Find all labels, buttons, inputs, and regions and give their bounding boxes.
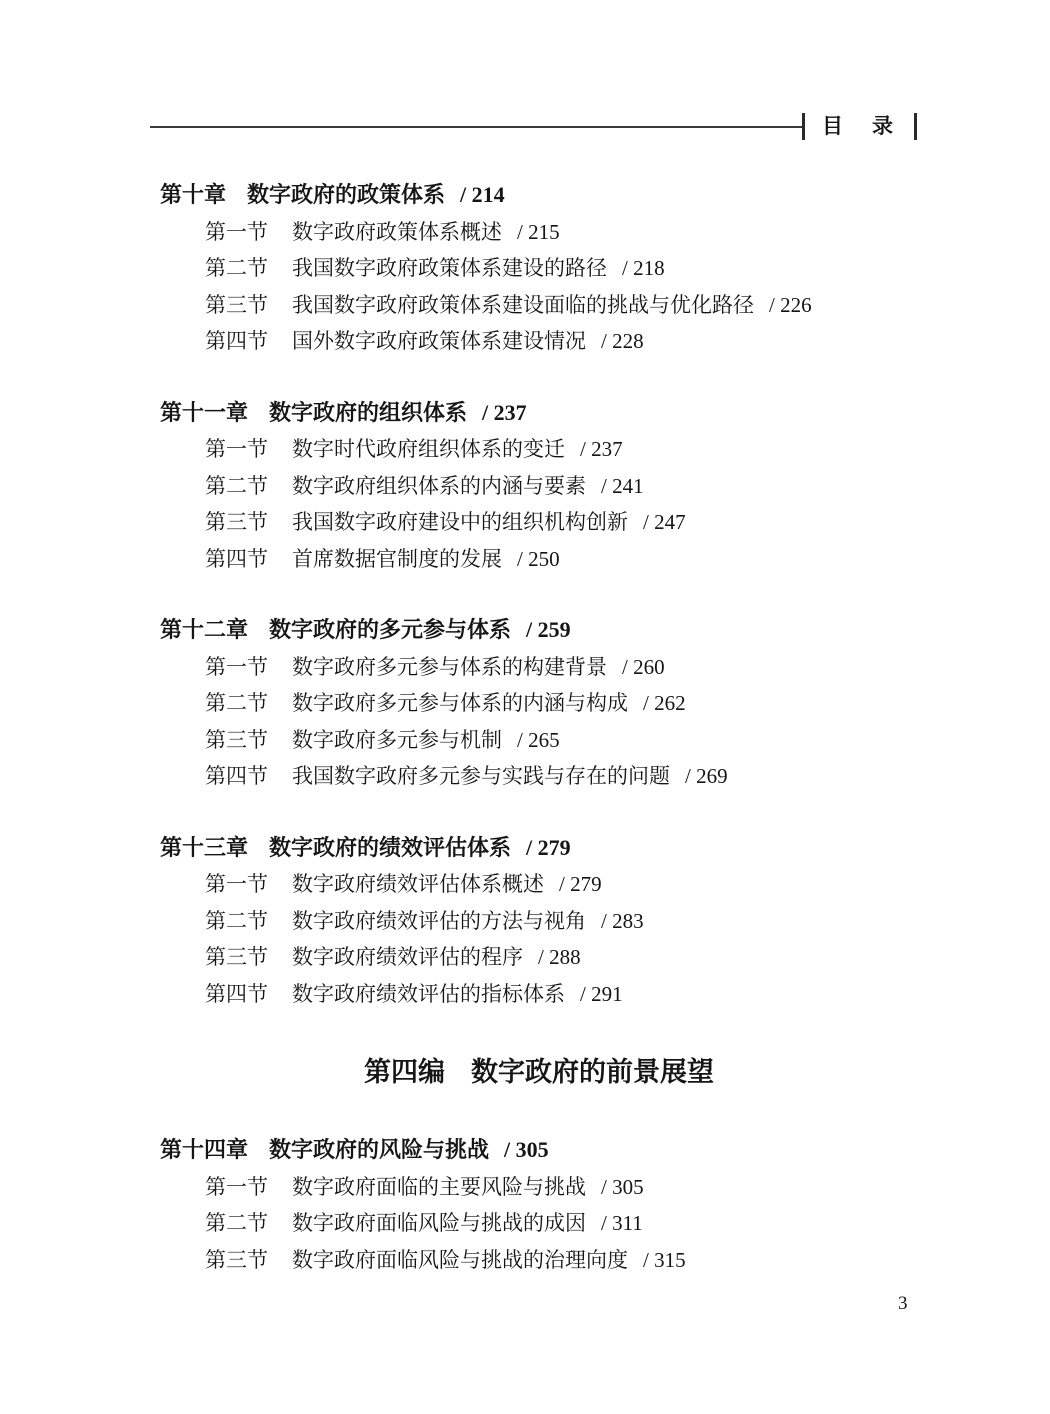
toc-entry bbox=[205, 939, 918, 976]
section-page-number: / 269 bbox=[685, 764, 728, 788]
toc-entry bbox=[205, 685, 918, 722]
chapter-number: 第十一章 bbox=[160, 399, 249, 425]
section-title: 数字政府多元参与体系的构建背景 bbox=[292, 654, 607, 679]
toc-entry bbox=[205, 250, 918, 287]
section-page-number: / 262 bbox=[643, 691, 686, 715]
chapter-page-number: / 279 bbox=[526, 834, 571, 860]
toc-entry bbox=[205, 758, 918, 795]
chapter-block-11 bbox=[160, 395, 918, 578]
section-page-number: / 279 bbox=[559, 872, 602, 896]
section-page-number: / 305 bbox=[601, 1174, 644, 1199]
chapter-heading bbox=[160, 177, 918, 214]
section-number: 第二节 bbox=[205, 1211, 268, 1235]
toc-entry bbox=[205, 468, 918, 505]
chapter-title: 数字政府的绩效评估体系 bbox=[269, 834, 512, 860]
chapter-heading bbox=[160, 1132, 918, 1169]
toc-entry bbox=[205, 287, 918, 324]
section-page-number: / 226 bbox=[769, 292, 812, 317]
section-page-number: / 250 bbox=[517, 546, 560, 571]
section-number: 第四节 bbox=[205, 546, 268, 571]
chapter-title: 数字政府的风险与挑战 bbox=[269, 1137, 490, 1162]
section-number: 第三节 bbox=[205, 945, 268, 969]
toc-entry bbox=[205, 1242, 918, 1279]
section-number: 第三节 bbox=[205, 1247, 268, 1272]
section-page-number: / 315 bbox=[643, 1247, 686, 1272]
page-number: 3 bbox=[898, 1293, 908, 1314]
section-title: 数字政府绩效评估的指标体系 bbox=[292, 981, 565, 1006]
section-list bbox=[160, 431, 918, 577]
toc-header-title: 目 录 bbox=[822, 114, 897, 138]
section-number: 第三节 bbox=[205, 292, 268, 317]
header-right-bar bbox=[914, 113, 917, 140]
part-title: 数字政府的前景展望 bbox=[471, 1057, 714, 1087]
section-page-number: / 228 bbox=[601, 329, 644, 353]
section-number: 第四节 bbox=[205, 329, 268, 353]
section-list bbox=[160, 866, 918, 1012]
chapter-page-number: / 305 bbox=[504, 1137, 549, 1162]
section-title: 我国数字政府多元参与实践与存在的问题 bbox=[292, 764, 670, 788]
chapter-block-12 bbox=[160, 612, 918, 795]
toc-entry bbox=[205, 722, 918, 759]
chapter-block-10 bbox=[160, 177, 918, 360]
running-head bbox=[150, 113, 917, 140]
section-page-number: / 288 bbox=[538, 945, 581, 969]
chapter-title: 数字政府的多元参与体系 bbox=[269, 617, 512, 642]
section-list bbox=[160, 214, 918, 360]
chapter-page-number: / 214 bbox=[460, 182, 505, 207]
section-title: 数字政府多元参与体系的内涵与构成 bbox=[292, 691, 628, 715]
section-number: 第三节 bbox=[205, 727, 268, 752]
section-title: 我国数字政府建设中的组织机构创新 bbox=[292, 510, 628, 534]
toc-entry bbox=[205, 214, 918, 251]
chapter-number: 第十三章 bbox=[160, 834, 249, 860]
chapter-number: 第十二章 bbox=[160, 617, 249, 642]
part-number: 第四编 bbox=[364, 1057, 445, 1087]
section-title: 数字政府面临风险与挑战的治理向度 bbox=[292, 1247, 628, 1272]
toc-entry bbox=[205, 541, 918, 578]
toc-entry bbox=[205, 866, 918, 903]
section-page-number: / 215 bbox=[517, 219, 560, 244]
section-title: 数字政府绩效评估的程序 bbox=[292, 945, 523, 969]
section-title: 数字政府多元参与机制 bbox=[292, 727, 502, 752]
chapter-title: 数字政府的组织体系 bbox=[269, 399, 468, 425]
chapter-number: 第十四章 bbox=[160, 1137, 249, 1162]
section-number: 第一节 bbox=[205, 872, 268, 896]
toc-entry bbox=[205, 976, 918, 1013]
section-title: 我国数字政府政策体系建设的路径 bbox=[292, 256, 607, 280]
section-title: 数字政府政策体系概述 bbox=[292, 219, 502, 244]
toc-entry bbox=[205, 903, 918, 940]
section-list bbox=[160, 649, 918, 795]
toc-entry bbox=[205, 1169, 918, 1206]
section-page-number: / 237 bbox=[580, 437, 623, 461]
section-title: 数字政府面临的主要风险与挑战 bbox=[292, 1174, 586, 1199]
chapter-heading bbox=[160, 395, 918, 432]
section-number: 第四节 bbox=[205, 981, 268, 1006]
section-title: 国外数字政府政策体系建设情况 bbox=[292, 329, 586, 353]
chapter-page-number: / 259 bbox=[526, 617, 571, 642]
section-page-number: / 260 bbox=[622, 654, 665, 679]
toc-entry bbox=[205, 431, 918, 468]
toc-entry bbox=[205, 323, 918, 360]
section-list bbox=[160, 1169, 918, 1279]
section-number: 第一节 bbox=[205, 219, 268, 244]
section-page-number: / 311 bbox=[601, 1211, 643, 1235]
section-number: 第二节 bbox=[205, 691, 268, 715]
section-title: 数字政府组织体系的内涵与要素 bbox=[292, 473, 586, 498]
section-page-number: / 283 bbox=[601, 908, 644, 933]
section-title: 我国数字政府政策体系建设面临的挑战与优化路径 bbox=[292, 292, 754, 317]
section-title: 数字政府绩效评估体系概述 bbox=[292, 872, 544, 896]
section-number: 第一节 bbox=[205, 437, 268, 461]
section-number: 第一节 bbox=[205, 1174, 268, 1199]
section-number: 第二节 bbox=[205, 473, 268, 498]
section-number: 第四节 bbox=[205, 764, 268, 788]
chapter-number: 第十章 bbox=[160, 182, 227, 207]
section-page-number: / 247 bbox=[643, 510, 686, 534]
chapter-page-number: / 237 bbox=[482, 399, 527, 425]
section-number: 第二节 bbox=[205, 256, 268, 280]
chapter-title: 数字政府的政策体系 bbox=[247, 182, 446, 207]
section-number: 第三节 bbox=[205, 510, 268, 534]
toc-entry bbox=[205, 504, 918, 541]
chapter-heading bbox=[160, 830, 918, 867]
section-title: 数字时代政府组织体系的变迁 bbox=[292, 437, 565, 461]
section-page-number: / 265 bbox=[517, 727, 560, 752]
header-rule-line bbox=[150, 126, 802, 128]
toc-content bbox=[160, 177, 918, 1313]
section-page-number: / 241 bbox=[601, 473, 644, 498]
section-title: 数字政府绩效评估的方法与视角 bbox=[292, 908, 586, 933]
toc-entry bbox=[205, 649, 918, 686]
chapter-block-14 bbox=[160, 1132, 918, 1278]
section-title: 首席数据官制度的发展 bbox=[292, 546, 502, 571]
section-number: 第二节 bbox=[205, 908, 268, 933]
toc-entry bbox=[205, 1205, 918, 1242]
chapter-block-13 bbox=[160, 830, 918, 1013]
section-title: 数字政府面临风险与挑战的成因 bbox=[292, 1211, 586, 1235]
part-heading bbox=[160, 1052, 918, 1092]
section-number: 第一节 bbox=[205, 654, 268, 679]
chapter-heading bbox=[160, 612, 918, 649]
section-page-number: / 291 bbox=[580, 981, 623, 1006]
section-page-number: / 218 bbox=[622, 256, 665, 280]
